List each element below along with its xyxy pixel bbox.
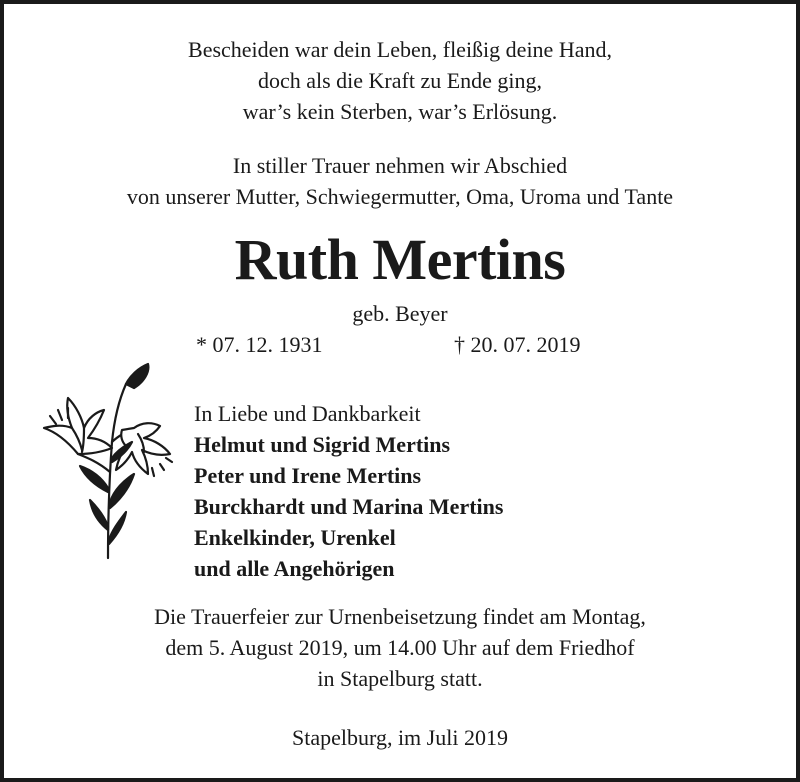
intro-line: von unserer Mutter, Schwiegermutter, Oma, Uroma und Tante	[126, 184, 674, 209]
ceremony-details	[4, 601, 796, 694]
poem-line: war’s kein Sterben, war’s Erlösung.	[242, 99, 558, 124]
deceased-name: Ruth Mertins	[234, 227, 566, 292]
memorial-poem	[4, 34, 796, 127]
maiden-name: geb. Beyer	[352, 301, 448, 326]
ceremony-line: dem 5. August 2019, um 14.00 Uhr auf dem Friedhof	[165, 635, 635, 660]
lily-flower-icon	[38, 362, 178, 560]
death-date: † 20. 07. 2019	[454, 332, 581, 357]
mourner-entry: und alle Angehörigen	[194, 556, 395, 581]
ceremony-line: in Stapelburg statt.	[317, 666, 483, 691]
mourner-entry: Peter und Irene Mertins	[194, 463, 422, 488]
mourner-entry: Helmut und Sigrid Mertins	[194, 432, 451, 457]
place-and-date: Stapelburg, im Juli 2019	[292, 725, 508, 750]
poem-line: Bescheiden war dein Leben, fleißig deine Hand,	[188, 37, 612, 62]
farewell-intro	[4, 150, 796, 212]
mourner-entry: Burckhardt und Marina Mertins	[194, 494, 504, 519]
mourners-heading: In Liebe und Dankbarkeit	[194, 401, 421, 426]
birth-date: * 07. 12. 1931	[196, 332, 323, 357]
mourners-list	[194, 398, 503, 584]
intro-line: In stiller Trauer nehmen wir Abschied	[232, 153, 568, 178]
mourner-entry: Enkelkinder, Urenkel	[194, 525, 396, 550]
poem-line: doch als die Kraft zu Ende ging,	[257, 68, 543, 93]
ceremony-line: Die Trauerfeier zur Urnenbeisetzung findet am Montag,	[154, 604, 646, 629]
